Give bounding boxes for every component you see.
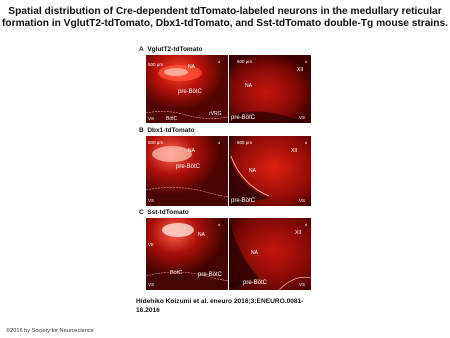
micrograph-b-sagittal: [146, 136, 228, 206]
na-label-c: NA: [198, 232, 205, 238]
na-label-b2: NA: [249, 168, 256, 174]
vs-label-a: VS: [148, 116, 155, 121]
panel-a-letter: A: [139, 46, 144, 53]
micrograph-a-coronal: [229, 55, 311, 123]
figure-title-line-2: formation in VglutT2-tdTomato, Dbx1-tdTomato, and Sst-tdTomato double-Tg mouse strains.: [2, 18, 448, 29]
panel-b-letter: B: [139, 127, 144, 134]
figure-title: [0, 6, 450, 30]
vs-label-a2: VS: [299, 115, 306, 120]
scale-bar-label-b: 500 µm: [148, 140, 164, 145]
pre-botc-label-b: pre-BötC: [176, 164, 201, 170]
panel-a-label: [139, 46, 202, 53]
panel-c-letter: C: [139, 209, 144, 216]
botc-label-c: BötC: [170, 270, 183, 276]
compass-d-b: d: [218, 140, 221, 145]
pre-botc-label-c: pre-BötC: [198, 272, 223, 278]
na-label-a: NA: [188, 64, 195, 70]
pre-botc-label-a: pre-BötC: [178, 89, 203, 95]
scale-bar-label-a: 500 µm: [148, 62, 164, 67]
na-label-c2: NA: [251, 250, 258, 256]
na-label-b: NA: [188, 148, 195, 154]
vs-label-b: VS: [148, 198, 155, 203]
panel-b-label: [139, 127, 195, 134]
micrograph-c-coronal: [229, 218, 311, 290]
micrograph-a-sagittal: [146, 55, 228, 123]
scale-bar-label-a2: 500 µm: [237, 59, 253, 64]
scale-bar-label-b2: 500 µm: [237, 140, 253, 145]
pre-botc-label-b2: pre-BötC: [231, 198, 256, 204]
pre-botc-label-c2: pre-BötC: [243, 280, 268, 286]
rvrg-label-a: rVRG: [209, 111, 222, 117]
xii-label-b: XII: [291, 148, 298, 154]
compass-d-a2: d: [305, 59, 308, 64]
panel-b-name: Dbx1-tdTomato: [147, 127, 195, 134]
panel-c-name: Sst-tdTomato: [147, 209, 189, 216]
figure-title-line-1: Spatial distribution of Cre-dependent tdTomato-labeled neurons in the medullary reticular: [8, 6, 442, 17]
xii-label-c: XII: [295, 230, 302, 236]
panel-c-label: [139, 209, 189, 216]
micrograph-b-coronal: [229, 136, 311, 206]
compass-d-c: d: [218, 222, 221, 227]
compass-d-a: d: [218, 59, 221, 64]
micrograph-c-sagittal: [146, 218, 228, 290]
panel-a-name: VglutT2-tdTomato: [147, 46, 203, 53]
compass-d-b2: d: [305, 140, 308, 145]
vs-label-c2: VS: [299, 282, 306, 287]
botc-label-a: BötC: [166, 116, 178, 122]
vs-label-c: VS: [148, 282, 155, 287]
na-label-a2: NA: [245, 83, 252, 89]
figure-caption: Hidehiko Koizumi et al. eneuro 2016;3:ENEURO.0081-16.2016: [136, 298, 304, 314]
vii-label-c: VII: [148, 242, 154, 247]
copyright-notice: ©2016 by Society for Neuroscience: [6, 328, 94, 334]
vs-label-b2: VS: [299, 198, 306, 203]
pre-botc-label-a2: pre-BötC: [231, 115, 256, 121]
xii-label-a: XII: [297, 67, 304, 73]
compass-d-c2: d: [305, 222, 308, 227]
